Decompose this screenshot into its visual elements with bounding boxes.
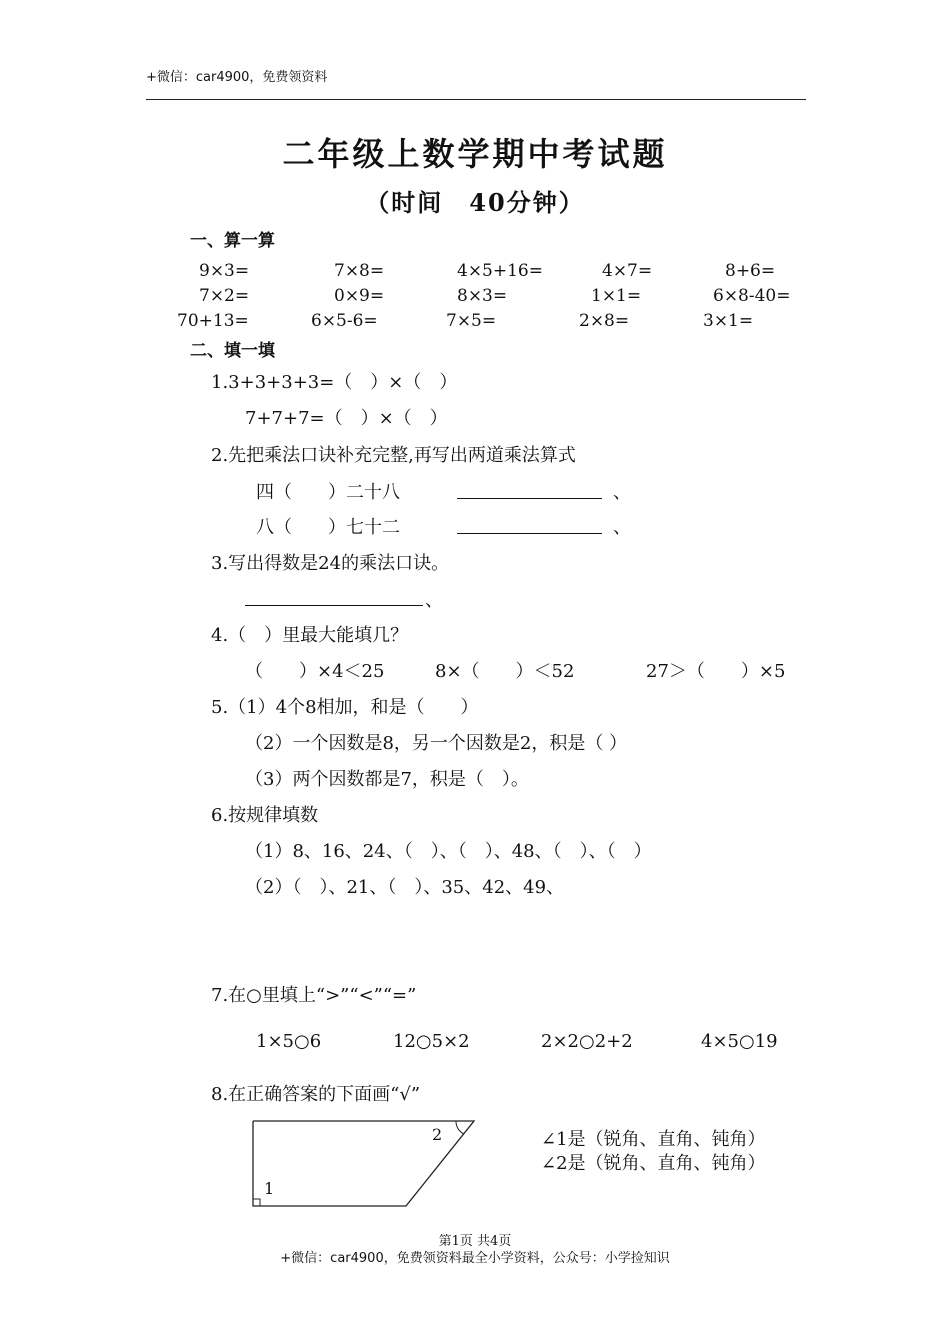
angle-arc (456, 1121, 464, 1134)
question-7-item: 2×2○2+2 (541, 1031, 633, 1052)
trapezoid-figure (244, 1114, 484, 1214)
separator: 、 (613, 517, 631, 538)
calc-item: 1×1= (591, 286, 642, 306)
calc-item: 7×2= (199, 286, 250, 306)
separator: 、 (425, 590, 443, 611)
question-1a: 1.3+3+3+3=（ ）×（ ） (211, 372, 458, 393)
question-5a: 5.（1）4个8相加，和是（ ） (211, 697, 479, 718)
page-subtitle: （时间 40分钟） (365, 188, 585, 217)
angle-2-question: ∠2是（锐角、直角、钝角） (541, 1153, 766, 1174)
calc-item: 7×5= (446, 311, 497, 331)
calc-item: 3×1= (703, 311, 754, 331)
calc-item: 2×8= (579, 311, 630, 331)
question-7-item: 1×5○6 (256, 1031, 322, 1052)
angle-label-2: 2 (432, 1125, 443, 1144)
calc-item: 0×9= (334, 286, 385, 306)
header-note: +微信：car4900，免费领资料 (146, 70, 328, 85)
question-4: 4.（ ）里最大能填几？ (211, 625, 409, 646)
section1-heading: 一、算一算 (190, 231, 275, 251)
question-4-item: 8×（ ）＜52 (435, 661, 575, 682)
calc-item: 9×3= (199, 261, 250, 281)
calc-item: 7×8= (334, 261, 385, 281)
question-1b: 7+7+7=（ ）×（ ） (245, 408, 448, 429)
question-3: 3.写出得数是24的乘法口诀。 (211, 553, 450, 574)
page-title: 二年级上数学期中考试题 (282, 135, 668, 173)
question-2a-mnemonic: 四（ ）二十八 (256, 482, 400, 503)
calc-item: 4×7= (602, 261, 653, 281)
separator: 、 (613, 482, 631, 503)
answer-blank[interactable] (457, 480, 602, 499)
calc-item: 8+6= (725, 261, 776, 281)
page-number: 第1页 共4页 (438, 1234, 512, 1249)
answer-blank[interactable] (457, 515, 602, 534)
angle-label-1: 1 (264, 1179, 275, 1198)
calc-item: 8×3= (457, 286, 508, 306)
section2-heading: 二、填一填 (190, 341, 275, 361)
question-5c: （3）两个因数都是7，积是（ ）。 (245, 769, 529, 790)
question-7-item: 12○5×2 (393, 1031, 470, 1052)
question-2b-mnemonic: 八（ ）七十二 (256, 517, 400, 538)
question-4-item: （ ）×4＜25 (245, 661, 385, 682)
question-2: 2.先把乘法口诀补充完整,再写出两道乘法算式 (211, 445, 576, 466)
question-6: 6.按规律填数 (211, 805, 319, 826)
calc-item: 6×5-6= (311, 311, 378, 331)
right-angle-mark (253, 1199, 260, 1206)
calc-item: 70+13= (177, 311, 249, 331)
question-7-item: 4×5○19 (701, 1031, 778, 1052)
question-4-item: 27＞（ ）×5 (646, 661, 786, 682)
footer-note: +微信：car4900，免费领资料最全小学资料，公众号：小学捡知识 (280, 1251, 670, 1266)
answer-blank[interactable] (245, 587, 423, 606)
calc-item: 6×8-40= (713, 286, 791, 306)
question-7: 7.在○里填上“>”“<”“=” (211, 985, 417, 1006)
calc-item: 4×5+16= (457, 261, 543, 281)
question-6a: （1）8、16、24、（ ）、（ ）、48、（ ）、（ ） (245, 841, 652, 862)
question-8: 8.在正确答案的下面画“√” (211, 1084, 421, 1105)
header-rule (146, 99, 806, 100)
angle-1-question: ∠1是（锐角、直角、钝角） (541, 1129, 766, 1150)
question-5b: （2）一个因数是8，另一个因数是2，积是（ ） (245, 733, 628, 754)
question-6b: （2）（ ）、21、（ ）、35、42、49、 (245, 877, 565, 898)
